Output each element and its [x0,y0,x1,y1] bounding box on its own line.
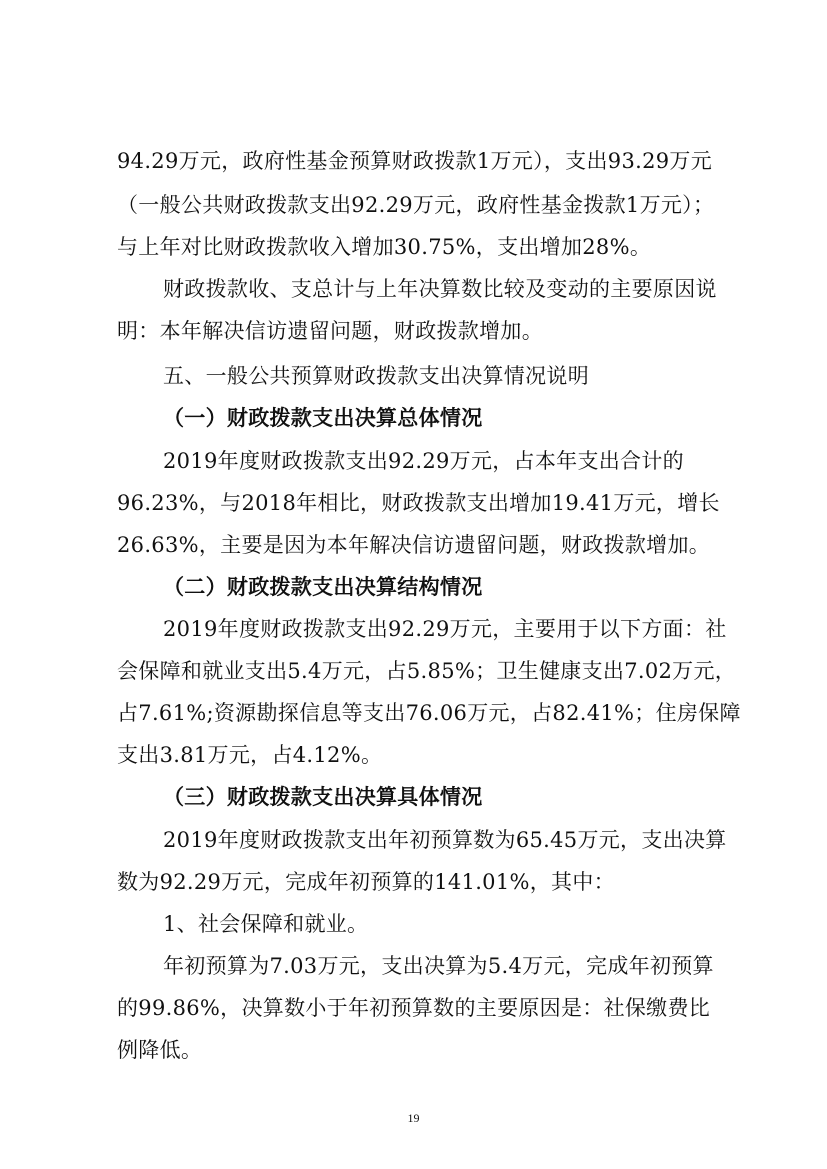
subsection-heading: （二）财政拨款支出决算结构情况 [163,574,483,599]
paragraph-line: 支出3.81万元，占4.12%。 [117,743,383,767]
paragraph-line: 会保障和就业支出5.4万元，占5.85%；卫生健康支出7.02万元， [117,659,737,683]
paragraph-line: 明：本年解决信访遗留问题，财政拨款增加。 [117,319,543,343]
paragraph-line: 2019年度财政拨款支出92.29万元，主要用于以下方面：社 [163,617,727,641]
list-item-heading: 1、社会保障和就业。 [163,912,369,936]
paragraph-line: 例降低。 [117,1038,203,1062]
paragraph-line: 96.23%，与2018年相比，财政拨款支出增加19.41万元，增长 [117,491,720,515]
subsection-heading: （一）财政拨款支出决算总体情况 [163,405,483,430]
paragraph-line: 的99.86%，决算数小于年初预算数的主要原因是：社保缴费比 [117,996,711,1020]
paragraph-line: 26.63%，主要是因为本年解决信访遗留问题，财政拨款增加。 [117,533,711,557]
page-number: 19 [407,1111,420,1125]
paragraph-line: 年初预算为7.03万元，支出决算为5.4万元，完成年初预算 [163,954,714,978]
section-heading: 五、一般公共预算财政拨款支出决算情况说明 [163,364,589,388]
paragraph-line: 数为92.29万元，完成年初预算的141.01%，其中： [117,870,615,894]
paragraph-line: 与上年对比财政拨款收入增加30.75%，支出增加28%。 [117,235,652,259]
paragraph-line: 占7.61%;资源勘探信息等支出76.06万元，占82.41%；住房保障 [117,701,741,725]
paragraph-line: 2019年度财政拨款支出年初预算数为65.45万元，支出决算 [163,828,727,852]
subsection-heading: （三）财政拨款支出决算具体情况 [163,784,483,809]
paragraph-line: 2019年度财政拨款支出92.29万元，占本年支出合计的 [163,449,684,473]
paragraph-line: （一般公共财政拨款支出92.29万元，政府性基金拨款1万元）； [117,193,715,217]
paragraph-line: 财政拨款收、支总计与上年决算数比较及变动的主要原因说 [163,277,717,301]
paragraph-line: 94.29万元，政府性基金预算财政拨款1万元），支出93.29万元 [117,149,712,173]
